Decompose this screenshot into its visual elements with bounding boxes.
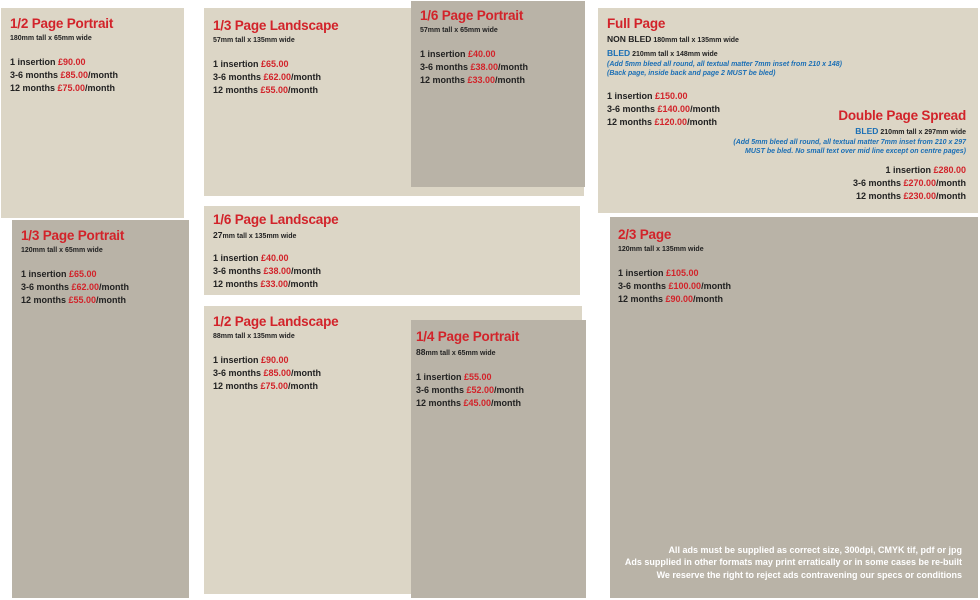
ad-bled-size: BLED 210mm tall x 297mm wide — [855, 126, 966, 136]
price-line: 1 insertion £55.00 — [416, 372, 492, 382]
ad-size: 88mm tall x 65mm wide — [416, 347, 496, 357]
price-line: 3-6 months £62.00/month — [213, 72, 322, 82]
ad-size: 57mm tall x 135mm wide — [213, 37, 295, 44]
price-list — [21, 268, 180, 307]
ad-title: 2/3 Page — [618, 227, 672, 242]
price-line: 12 months £90.00/month — [618, 294, 724, 304]
price-line: 1 insertion £90.00 — [213, 355, 289, 365]
bleed-note: (Back page, inside back and page 2 MUST be bled) — [607, 70, 776, 77]
bleed-note: MUST be bled. No small text over mid line except on centre pages) — [745, 148, 966, 155]
footer-line: All ads must be supplied as correct size, 300dpi, CMYK tif, pdf or jpg — [668, 544, 962, 555]
price-line: 1 insertion £280.00 — [885, 165, 966, 175]
price-line: 3-6 months £140.00/month — [607, 104, 721, 114]
price-list — [733, 164, 966, 203]
price-line: 12 months £120.00/month — [607, 117, 718, 127]
price-line: 1 insertion £65.00 — [21, 269, 97, 279]
price-line: 12 months £33.00/month — [420, 75, 526, 85]
price-line: 3-6 months £52.00/month — [416, 385, 525, 395]
ad-size: 180mm tall x 65mm wide — [10, 35, 92, 42]
price-list — [416, 371, 577, 410]
price-line: 3-6 months £38.00/month — [420, 62, 529, 72]
ad-title: Double Page Spread — [838, 108, 966, 123]
price-line: 3-6 months £85.00/month — [10, 70, 119, 80]
price-list — [420, 48, 576, 87]
ad-size: 57mm tall x 65mm wide — [420, 27, 498, 34]
price-line: 3-6 months £85.00/month — [213, 368, 322, 378]
ad-size: 88mm tall x 135mm wide — [213, 333, 295, 340]
price-line: 12 months £230.00/month — [855, 191, 966, 201]
price-line: 12 months £55.00/month — [21, 295, 127, 305]
ad-nonbled-size: NON BLED 180mm tall x 135mm wide — [607, 34, 739, 44]
ad-title: 1/6 Page Landscape — [213, 212, 339, 227]
bleed-note: (Add 5mm bleed all round, all textual matter 7mm inset from 210 x 297 — [733, 139, 966, 146]
price-line: 1 insertion £90.00 — [10, 57, 86, 67]
footer-line: Ads supplied in other formats may print erratically or in some cases be re-built — [624, 557, 962, 567]
ad-size: 27mm tall x 135mm wide — [213, 230, 297, 240]
ad-title: 1/4 Page Portrait — [416, 329, 520, 344]
ad-title: Full Page — [607, 16, 666, 31]
price-line: 3-6 months £100.00/month — [618, 281, 732, 291]
price-line: 1 insertion £40.00 — [420, 49, 496, 59]
ad-size: 120mm tall x 135mm wide — [618, 246, 704, 253]
price-line: 12 months £45.00/month — [416, 398, 522, 408]
price-line: 1 insertion £105.00 — [618, 268, 699, 278]
price-line: 12 months £75.00/month — [10, 83, 116, 93]
submission-notes — [625, 544, 962, 582]
ad-title: 1/2 Page Landscape — [213, 314, 339, 329]
ad-title: 1/3 Page Portrait — [21, 228, 125, 243]
ad-sixth-page-portrait — [411, 1, 585, 187]
price-line: 3-6 months £62.00/month — [21, 282, 130, 292]
price-list — [10, 56, 175, 95]
price-line: 12 months £33.00/month — [213, 279, 319, 289]
price-line: 3-6 months £38.00/month — [213, 266, 322, 276]
ad-third-page-portrait — [12, 220, 189, 598]
ad-title: 1/2 Page Portrait — [10, 16, 114, 31]
ad-title: 1/6 Page Portrait — [420, 8, 524, 23]
price-list — [618, 267, 969, 306]
price-list — [213, 252, 571, 291]
price-line: 1 insertion £150.00 — [607, 91, 688, 101]
price-line: 1 insertion £65.00 — [213, 59, 289, 69]
ad-bled-size: BLED 210mm tall x 148mm wide — [607, 48, 718, 58]
footer-line: We reserve the right to reject ads contravening our specs or conditions — [656, 569, 962, 580]
ad-size: 120mm tall x 65mm wide — [21, 247, 103, 254]
price-line: 1 insertion £40.00 — [213, 253, 289, 263]
bleed-note: (Add 5mm bleed all round, all textual matter 7mm inset from 210 x 148) — [607, 61, 842, 68]
price-line: 3-6 months £270.00/month — [852, 178, 966, 188]
ad-half-page-portrait — [1, 8, 184, 218]
price-line: 12 months £55.00/month — [213, 85, 319, 95]
price-line: 12 months £75.00/month — [213, 381, 319, 391]
ad-double-page-spread — [733, 108, 966, 203]
ad-full-page — [598, 8, 978, 213]
ad-quarter-page-portrait — [411, 320, 586, 598]
ad-title: 1/3 Page Landscape — [213, 18, 339, 33]
ad-two-third-page — [610, 217, 978, 598]
ad-sixth-page-landscape — [204, 206, 580, 295]
